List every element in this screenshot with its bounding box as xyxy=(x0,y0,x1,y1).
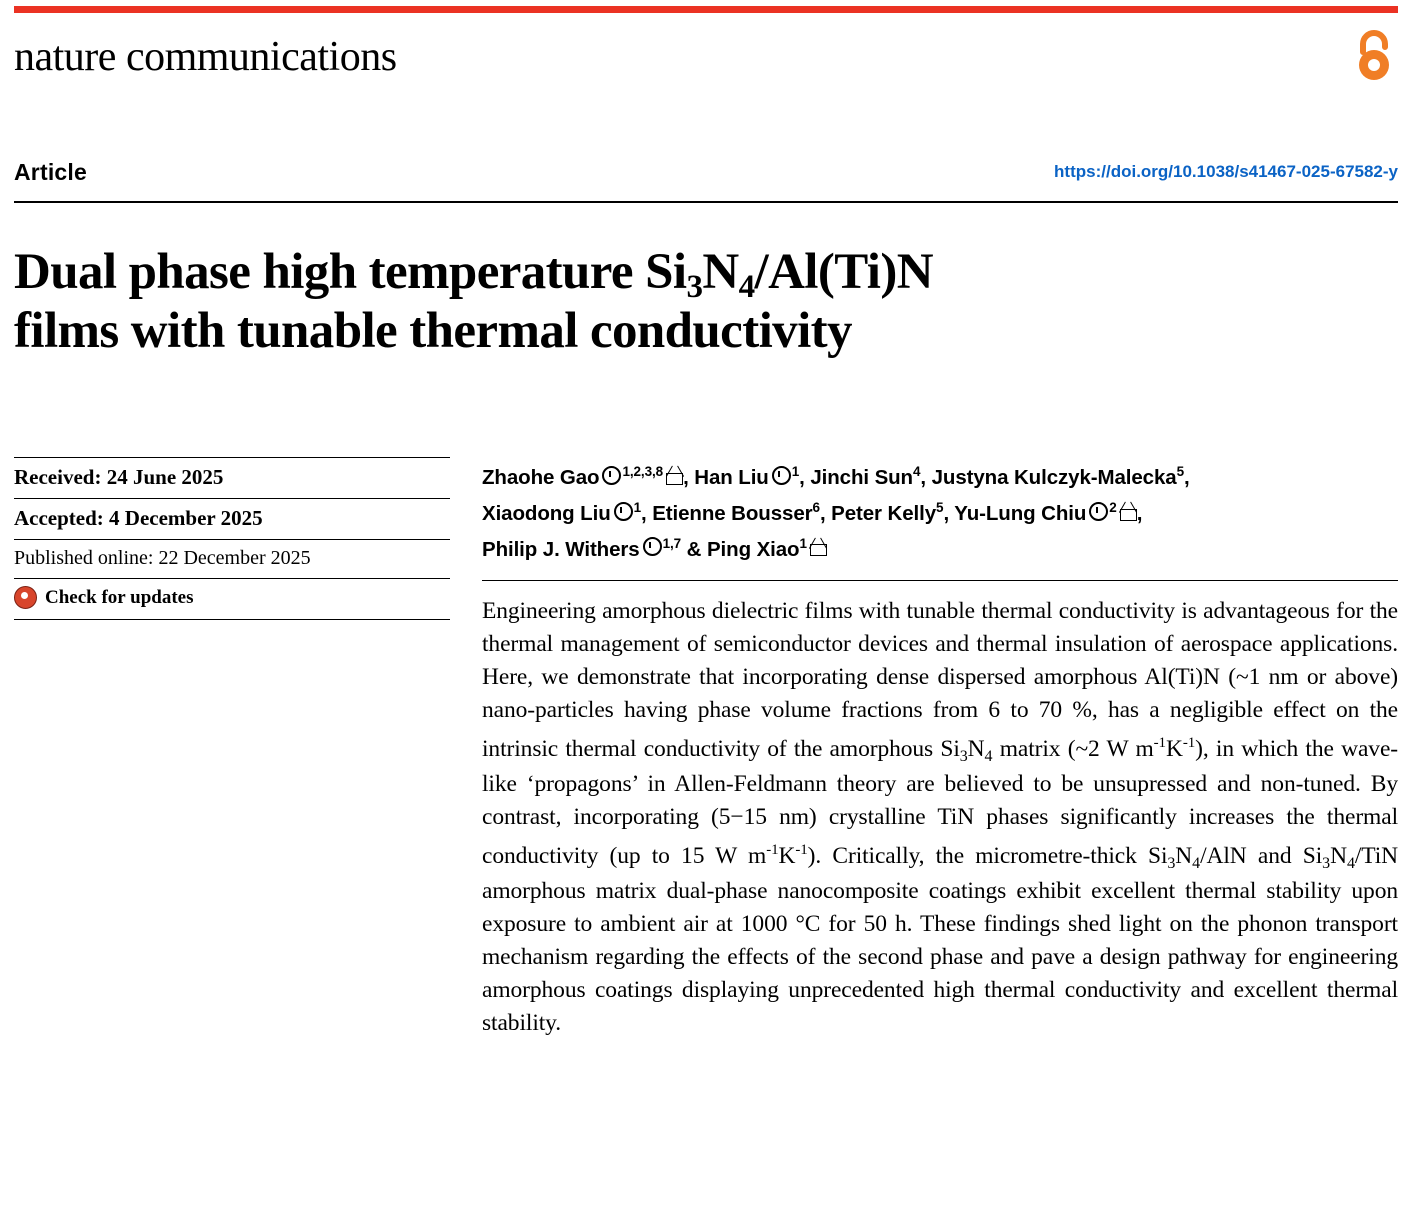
orcid-icon[interactable] xyxy=(1089,502,1108,521)
author-name[interactable]: , Yu-Lung Chiu xyxy=(943,501,1087,525)
author-affiliation: 2 xyxy=(1109,499,1117,515)
author-separator: , xyxy=(1183,465,1190,489)
author-name[interactable]: Xiaodong Liu xyxy=(482,501,611,525)
abstract-sub: 3 xyxy=(959,748,968,766)
abstract-sub: 4 xyxy=(1192,855,1201,873)
abstract-text: N xyxy=(1175,843,1193,870)
article-type-bar xyxy=(14,157,1398,203)
open-access-icon xyxy=(1352,28,1396,82)
author-list xyxy=(482,457,1398,580)
crossmark-icon xyxy=(14,586,37,609)
author-name[interactable]: , Justyna Kulczyk-Malecka xyxy=(920,465,1177,489)
abstract-text: K xyxy=(1165,736,1183,763)
email-icon[interactable] xyxy=(1120,509,1137,521)
abstract-text: K xyxy=(778,843,796,870)
article-type-label: Article xyxy=(14,159,87,185)
author-affiliation: 1 xyxy=(633,499,642,515)
title-part-3: /Al(Ti)N xyxy=(754,244,933,301)
orcid-icon[interactable] xyxy=(643,537,662,556)
abstract-text: N xyxy=(1330,843,1347,870)
journal-masthead xyxy=(14,26,1398,88)
title-line-2: films with tunable thermal conductivity xyxy=(14,303,852,360)
orcid-icon[interactable] xyxy=(772,466,791,485)
article-main xyxy=(482,457,1398,1040)
author-name[interactable]: & Ping Xiao xyxy=(686,537,800,561)
journal-title: nature communications xyxy=(14,34,397,80)
abstract-sub: 3 xyxy=(1167,855,1176,873)
author-name[interactable]: , Etienne Bousser xyxy=(641,501,813,525)
author-name[interactable]: , Peter Kelly xyxy=(819,501,937,525)
abstract-sub: 4 xyxy=(984,748,993,766)
author-separator: , xyxy=(1136,501,1143,525)
abstract-text: ), in which the wave-like ‘propagons’ in Allen-Feldmann theory are believed to be unsupressed and non-tuned. By contrast, incorporating (5−15 nm) crystalline TiN phases significantly increases the thermal conductivity (up to 15 W m xyxy=(482,736,1398,870)
abstract-text: matrix (~2 W m xyxy=(992,736,1154,763)
check-for-updates-label: Check for updates xyxy=(45,586,194,608)
author-name[interactable]: Philip J. Withers xyxy=(482,537,640,561)
abstract-sup: -1 xyxy=(1182,735,1196,752)
abstract-text: ). Critically, the micrometre-thick Si xyxy=(807,843,1168,870)
title-part-2: N xyxy=(702,244,739,301)
author-affiliation: 5 xyxy=(1176,464,1184,479)
doi-link[interactable]: https://doi.org/10.1038/s41467-025-67582-y xyxy=(1054,162,1398,181)
abstract-text: Engineering amorphous dielectric films with tunable thermal conductivity is advantageous for the thermal management of semiconductor devices and thermal insulation of aerospace applications. Here, we demonstrate that incorporating dense dispersed amorphous Al(Ti)N (~1 nm or above) nano-particles having phase volume fractions from 6 to 70 %, has a negligible effect on the intrinsic thermal conductivity of the amorphous Si xyxy=(482,598,1398,763)
abstract-sup: -1 xyxy=(766,842,779,859)
author-name[interactable]: , Jinchi Sun xyxy=(799,465,913,489)
title-part-1: Dual phase high temperature Si xyxy=(14,244,687,301)
abstract-sub: 4 xyxy=(1346,855,1355,873)
page-title xyxy=(14,246,1398,358)
top-accent-rule xyxy=(14,6,1398,13)
abstract-sub: 3 xyxy=(1322,855,1331,873)
accepted-date: Accepted: 4 December 2025 xyxy=(14,498,450,539)
author-affiliation: 1,7 xyxy=(662,535,682,551)
abstract-sup: -1 xyxy=(795,842,808,859)
published-date: Published online: 22 December 2025 xyxy=(14,539,450,578)
author-affiliation: 4 xyxy=(912,464,921,479)
check-for-updates[interactable] xyxy=(14,578,450,620)
author-affiliation: 1 xyxy=(791,464,800,479)
email-icon[interactable] xyxy=(666,473,683,485)
author-name[interactable]: Zhaohe Gao xyxy=(482,465,600,489)
abstract-text: /TiN amorphous matrix dual-phase nanocomposite coatings exhibit excellent thermal stability upon exposure to ambient air at 1000 °C for 50 h. These findings shed light on the phonon transport mechanism regarding the effects of the second phase and pave a design pathway for engineering amorphous coatings displaying unprecedented high thermal conductivity and excellent thermal stability. xyxy=(482,843,1399,1037)
received-date: Received: 24 June 2025 xyxy=(14,457,450,498)
title-sub-4: 4 xyxy=(738,269,755,306)
author-affiliation: 1 xyxy=(799,535,807,551)
abstract-text: N xyxy=(967,736,985,763)
orcid-icon[interactable] xyxy=(602,466,621,485)
author-name[interactable]: , Han Liu xyxy=(683,465,769,489)
author-affiliation: 1,2,3,8 xyxy=(622,464,664,479)
title-sub-3: 3 xyxy=(686,269,703,306)
abstract xyxy=(482,580,1398,1040)
abstract-text: /AlN and Si xyxy=(1200,843,1323,870)
author-affiliation: 6 xyxy=(812,499,820,515)
publication-dates xyxy=(14,457,450,620)
email-icon[interactable] xyxy=(810,544,827,556)
author-affiliation: 5 xyxy=(936,499,944,515)
abstract-sup: -1 xyxy=(1153,735,1166,752)
orcid-icon[interactable] xyxy=(614,502,633,521)
